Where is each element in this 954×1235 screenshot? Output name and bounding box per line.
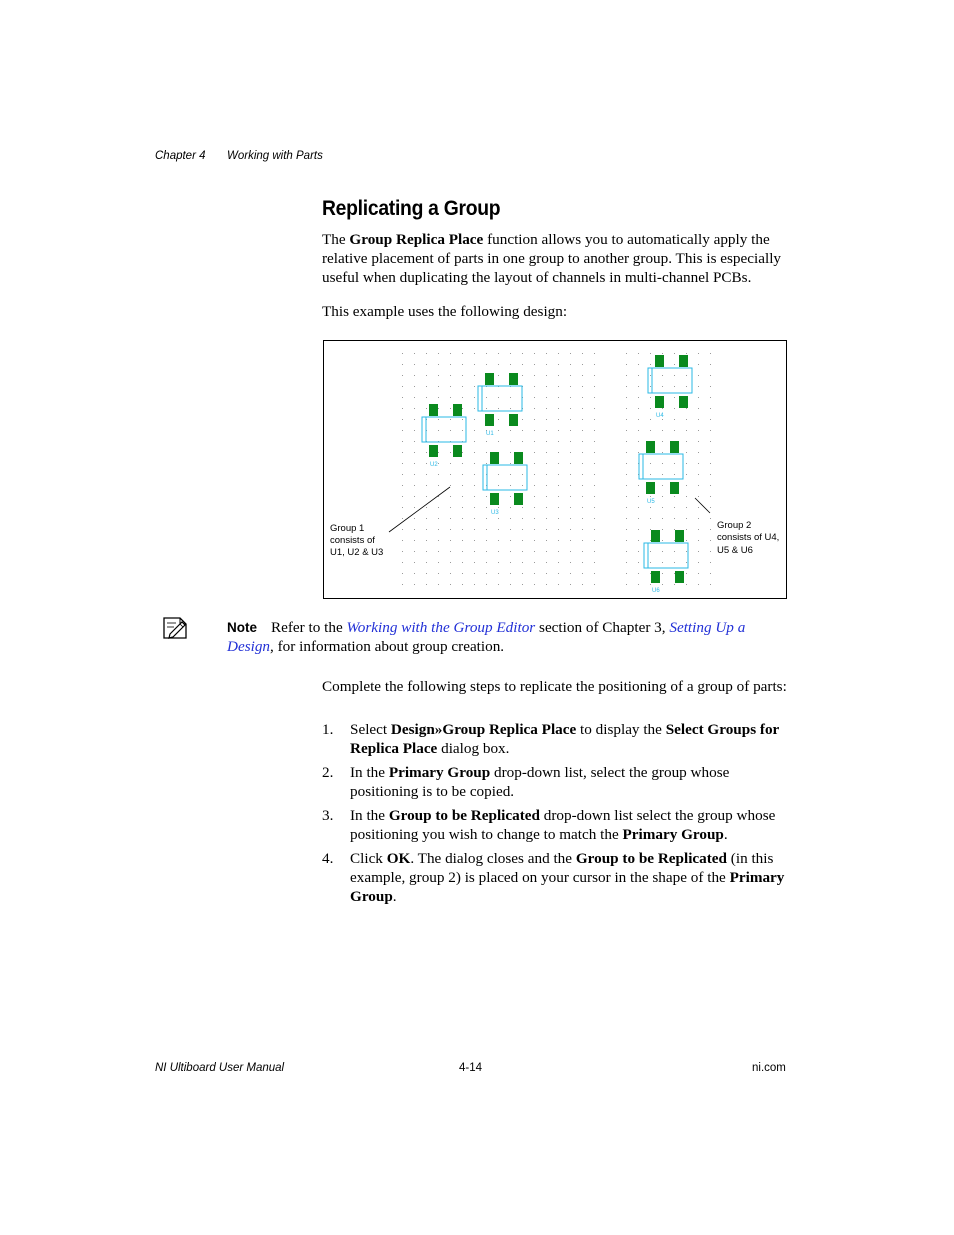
pad [514, 452, 523, 464]
step-text: Select [350, 721, 391, 738]
pad [679, 355, 688, 367]
dialog-name: Select Groups for Replica Place [350, 721, 780, 757]
part-outline [648, 368, 692, 393]
group1-pointer-line [389, 487, 450, 532]
pad [675, 571, 684, 583]
pad [679, 396, 688, 408]
link-setting-up-a-design[interactable]: Setting Up a Design [227, 619, 746, 655]
pad [429, 445, 438, 457]
pad [670, 441, 679, 453]
step-text: . [392, 888, 397, 905]
example-text: This example uses the following design: [322, 303, 568, 320]
field-name: Group to be Replicated [575, 850, 727, 867]
step-text: In the [350, 807, 389, 824]
part-outline [483, 465, 527, 490]
part-outline [422, 417, 466, 442]
pad [670, 482, 679, 494]
group1-label-line1: Group 1 [330, 523, 365, 534]
step-text: drop-down list, select the group whose positioning is to be copied. [350, 764, 730, 800]
header-chapter: Chapter 4 [155, 150, 206, 162]
part-u2 [422, 404, 466, 468]
pad [453, 404, 462, 416]
pad [651, 530, 660, 542]
step-text: dialog box. [437, 740, 510, 757]
design-figure [323, 340, 787, 599]
step-number: 1. [322, 721, 334, 738]
pad [485, 373, 494, 385]
intro-text-rest: function allows you to automatically apply the relative placement of parts in one group to another group. This is especially useful when duplicating the layout of channels in multi-channel PCBs. [322, 231, 782, 286]
part-outline [478, 386, 522, 411]
part-u4 [648, 355, 692, 419]
step-text: (in this example, group 2) is placed on your cursor in the shape of the [350, 850, 774, 886]
header-section: Working with Parts [227, 150, 323, 162]
part-u5 [639, 441, 683, 505]
link-working-with-group-editor[interactable]: Working with the Group Editor [346, 619, 536, 636]
group1-label-line2: consists of [330, 535, 375, 546]
pad [655, 355, 664, 367]
field-name: Primary Group [388, 764, 491, 781]
step-number: 3. [322, 807, 334, 824]
part-designator: U5 [647, 499, 655, 505]
pad [490, 452, 499, 464]
pad [429, 404, 438, 416]
note-text-2: section of Chapter 3, [535, 619, 670, 636]
footer-manual-title: NI Ultiboard User Manual [155, 1062, 285, 1074]
part-designator: U6 [652, 588, 660, 594]
section-title: Replicating a Group [322, 197, 501, 220]
field-name: Primary Group [622, 826, 724, 843]
group2-label-line2: consists of U4, [717, 532, 780, 543]
step-number: 2. [322, 764, 334, 781]
part-outline [644, 543, 688, 568]
step-text: In the [350, 764, 389, 781]
button-name: OK [386, 850, 411, 867]
part-u3 [483, 452, 527, 516]
steps-intro: Complete the following steps to replicate the positioning of a group of parts: [322, 678, 787, 695]
group1-label-line3: U1, U2 & U3 [330, 547, 384, 558]
pad [514, 493, 523, 505]
menu-path: Design»Group Replica Place [390, 721, 577, 738]
part-designator: U2 [430, 462, 438, 468]
pad [646, 482, 655, 494]
intro-text: The [322, 231, 350, 248]
pad [490, 493, 499, 505]
part-u1 [478, 373, 522, 437]
pad [453, 445, 462, 457]
step-number: 4. [322, 850, 334, 867]
step-1 [322, 720, 790, 758]
pad [646, 441, 655, 453]
note-pen-icon [161, 615, 189, 646]
step-text: to display the [576, 721, 666, 738]
note-text-3: , for information about group creation. [270, 638, 505, 655]
step-2 [322, 763, 790, 801]
pad [509, 373, 518, 385]
pad [509, 414, 518, 426]
step-3 [322, 806, 790, 844]
step-4 [322, 849, 790, 906]
group2-pointer-line [695, 498, 710, 513]
part-designator: U4 [656, 413, 664, 419]
pad [655, 396, 664, 408]
group2-label-line1: Group 2 [717, 520, 752, 531]
footer-website: ni.com [752, 1062, 786, 1074]
step-text: . [723, 826, 728, 843]
steps-list [322, 720, 790, 911]
intro-paragraph [322, 230, 792, 287]
footer-page-number: 4-14 [459, 1062, 483, 1074]
pad [651, 571, 660, 583]
intro-bold-function: Group Replica Place [349, 231, 484, 248]
part-designator: U3 [491, 510, 499, 516]
field-name: Group to be Replicated [388, 807, 540, 824]
step-text: . The dialog closes and the [410, 850, 576, 867]
step-text: drop-down list select the group whose positioning you wish to change to match the [350, 807, 776, 843]
step-text: Click [350, 850, 387, 867]
part-designator: U1 [486, 431, 494, 437]
pad [675, 530, 684, 542]
note-text: Refer to the [271, 619, 347, 636]
note-label: Note [227, 620, 257, 635]
pad [485, 414, 494, 426]
note-paragraph [227, 618, 787, 656]
field-name: Primary Group [350, 869, 785, 905]
grid-dots [402, 353, 711, 585]
part-outline [639, 454, 683, 479]
group2-label-line3: U5 & U6 [717, 545, 753, 556]
